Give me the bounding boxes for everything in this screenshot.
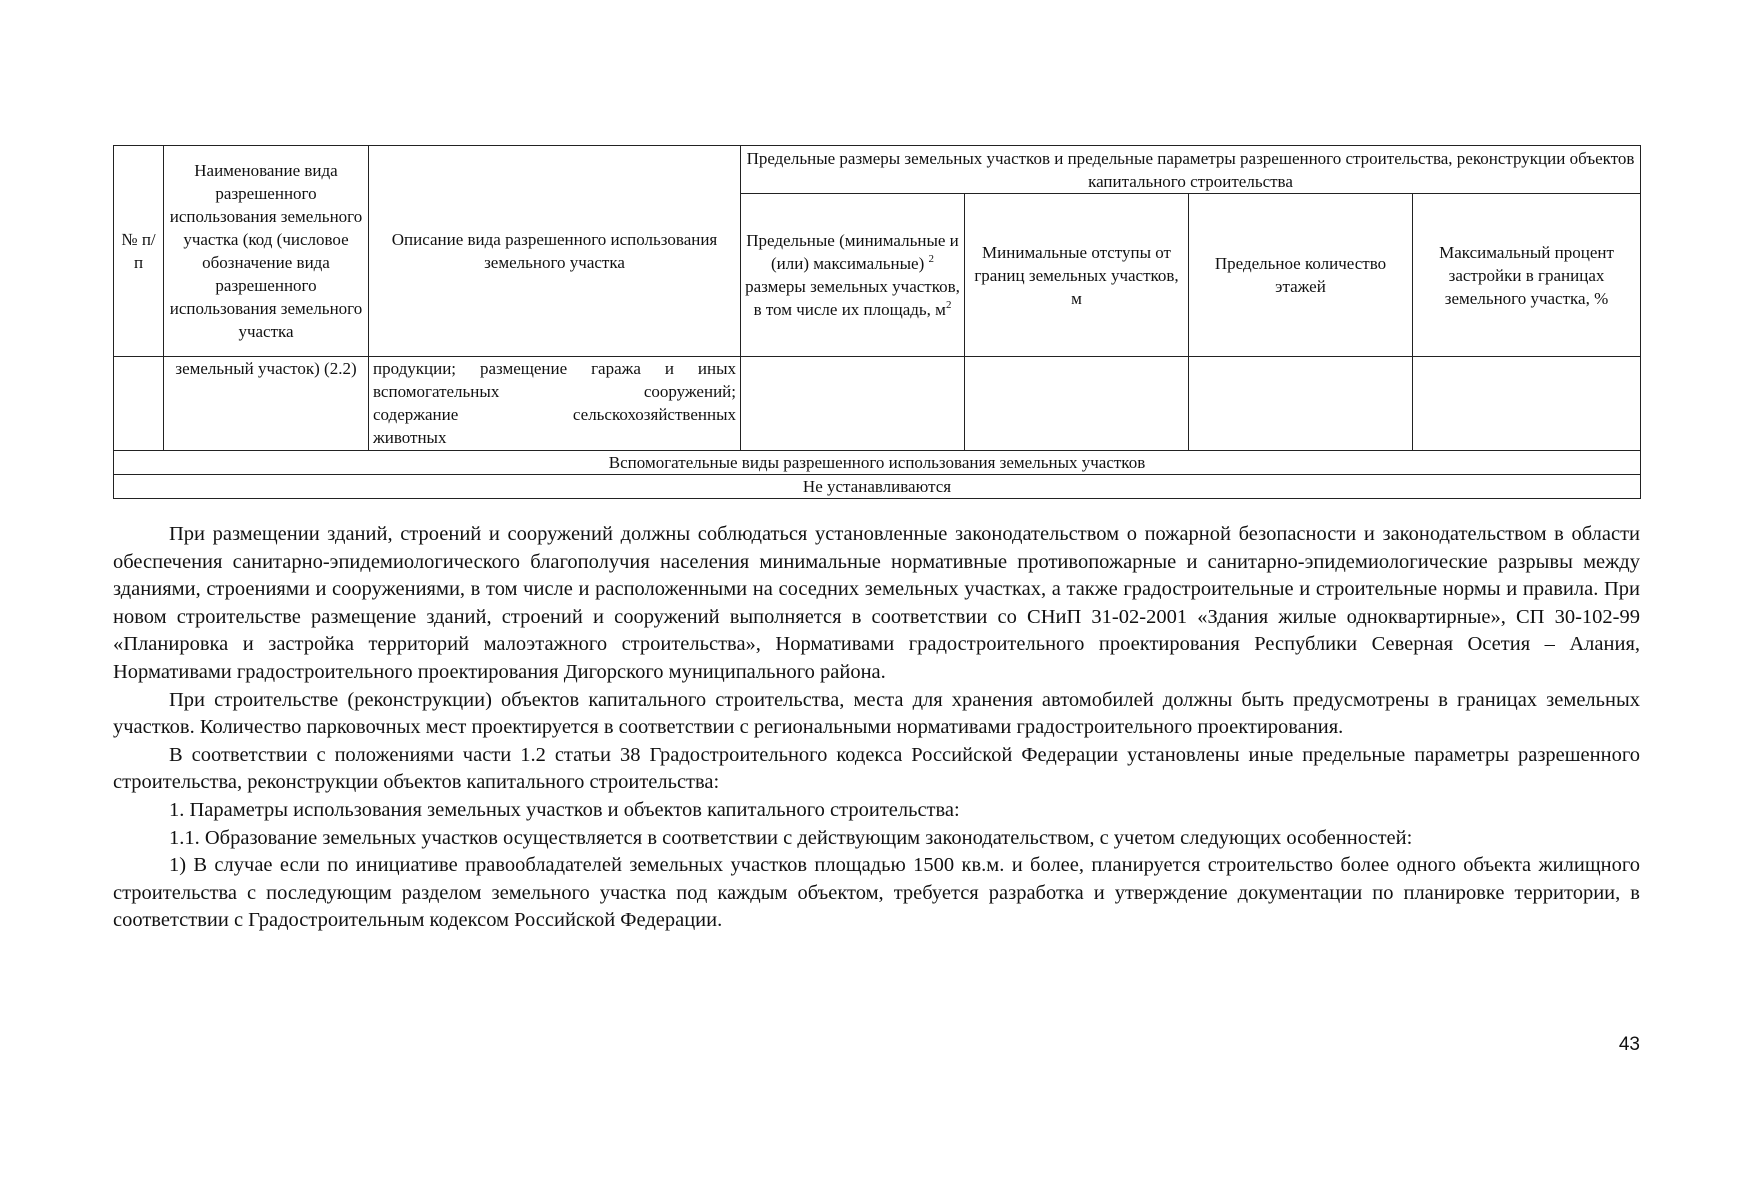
row-use-name: земельный участок) (2.2) — [164, 357, 369, 451]
paragraph: При строительстве (реконструкции) объектов капитального строительства, места для хранения автомобилей должны быть предусмотрены в границах земельных участков. Количество парковочных мест проектируется в соответствии с региональными нормативами градостроительного проектирования. — [113, 688, 1640, 739]
header-floors: Предельное количество этажей — [1189, 194, 1413, 357]
header-setbacks: Минимальные отступы от границ земельных участков, м — [965, 194, 1189, 357]
paragraph: В соответствии с положениями части 1.2 статьи 38 Градостроительного кодекса Российской Федерации установлены иные предельные параметры разрешенного строительства, реконструкции объектов капитального строительства: — [113, 743, 1640, 794]
paragraph: При размещении зданий, строений и сооружений должны соблюдаться установленные законодательством о пожарной безопасности и законодательством в области обеспечения санитарно-эпидемиологического благополучия населения минимальные нормативные противопожарные и санитарно-эпидемиологические разрывы между зданиями, строениями и сооружениями, в том числе и расположенными на соседних земельных участках, а также градостроительные и строительные нормы и правила. При новом строительстве размещение зданий, строений и сооружений выполняется в соответствии со СНиП 31-02-2001 «Здания жилые одноквартирные», СП 30-102-99 «Планировка и застройка территорий малоэтажного строительства», Нормативами градостроительного проектирования Республики Северная Осетия – Алания, Нормативами градостроительного проектирования Дигорского муниципального района. — [113, 523, 1640, 683]
header-coverage: Максимальный процент застройки в границах земельного участка, % — [1413, 194, 1641, 357]
row-desc-line: содержание сельскохозяйственных — [373, 405, 736, 424]
row-setbacks — [965, 357, 1189, 451]
row-coverage — [1413, 357, 1641, 451]
row-use-description — [369, 357, 741, 451]
regulation-table — [113, 145, 1641, 499]
header-plot-sizes — [741, 194, 965, 357]
paragraph: 1) В случае если по инициативе правообладателей земельных участков площадью 1500 кв.м. и более, планируется строительство более одного объекта жилищного строительства с последующим разделом земельного участка под каждым объектом, требуется разработка и утверждение документации по планировке территории, в соответствии с Градостроительным кодексом Российской Федерации. — [113, 854, 1640, 932]
paragraph: 1. Параметры использования земельных участков и объектов капитального строительства: — [169, 798, 960, 821]
header-use-name: Наименование вида разрешенного использования земельного участка (код (числовое обозначение вида разрешенного использования земельного участка — [164, 146, 369, 357]
header-num: № п/п — [114, 146, 164, 357]
header-plot-sizes-post: размеры земельных участков, в том числе их площадь, м — [745, 277, 960, 319]
header-plot-sizes-footnote: 2 — [928, 253, 934, 265]
table-row — [114, 357, 1641, 451]
row-desc-line: продукции; размещение гаража и иных — [373, 359, 736, 378]
aux-uses-header: Вспомогательные виды разрешенного использования земельных участков — [114, 451, 1641, 475]
row-num — [114, 357, 164, 451]
row-desc-line: вспомогательных сооружений; — [373, 382, 736, 401]
header-plot-sizes-unit: 2 — [945, 299, 952, 311]
header-limits-group: Предельные размеры земельных участков и предельные параметры разрешенного строительства, реконструкции объектов капитального строительства — [741, 146, 1641, 194]
document-page — [113, 145, 1640, 935]
header-use-description: Описание вида разрешенного использования земельного участка — [369, 146, 741, 357]
row-desc-line: животных — [373, 428, 447, 447]
body-text — [113, 521, 1640, 935]
row-plot-sizes — [741, 357, 965, 451]
header-plot-sizes-pre: Предельные (минимальные и (или) максимальные) — [746, 231, 959, 273]
aux-uses-value: Не устанавливаются — [114, 475, 1641, 499]
row-floors — [1189, 357, 1413, 451]
paragraph: 1.1. Образование земельных участков осуществляется в соответствии с действующим законодательством, с учетом следующих особенностей: — [169, 826, 1413, 849]
page-number: 43 — [1618, 1034, 1640, 1055]
